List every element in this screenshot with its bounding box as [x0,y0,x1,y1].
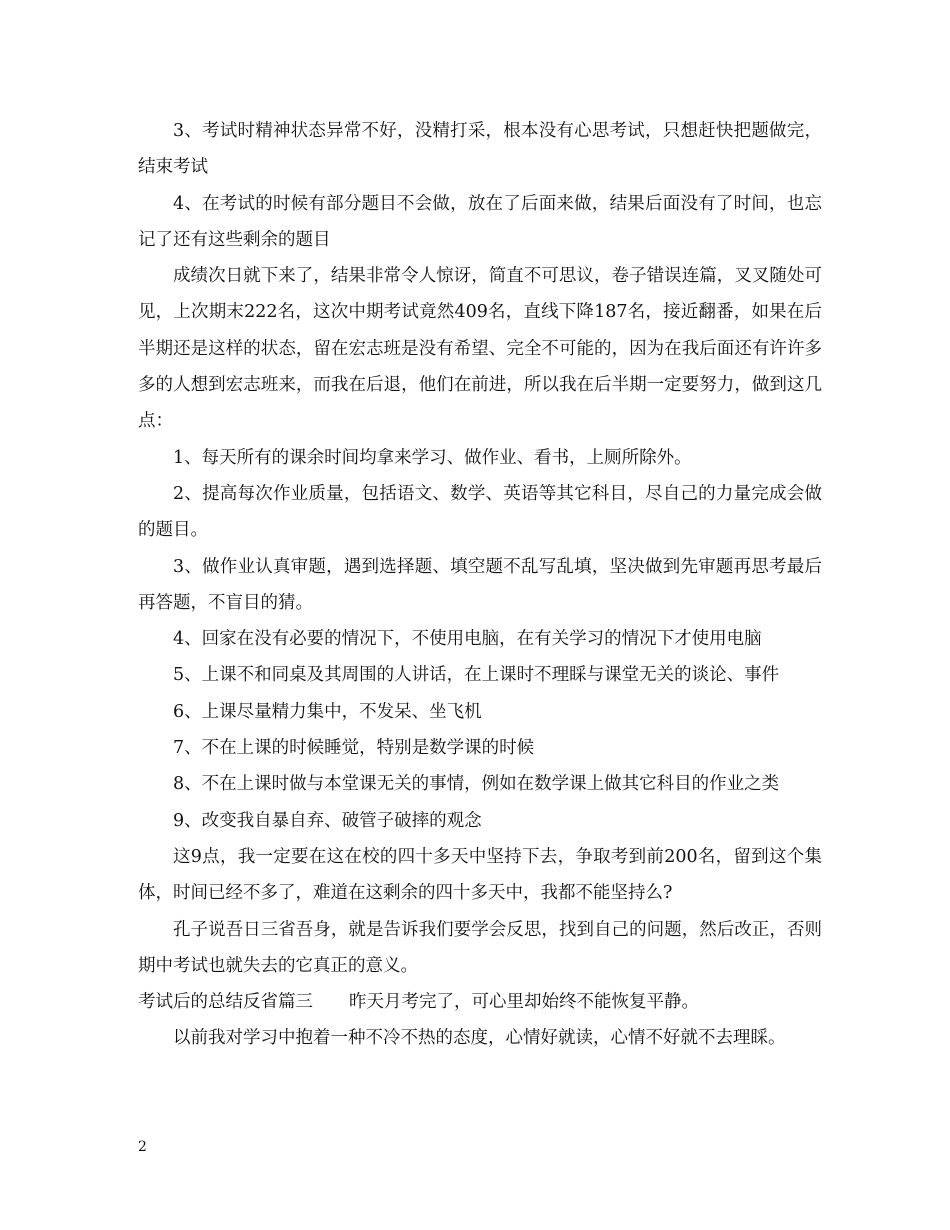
paragraph: 6、上课尽量精力集中，不发呆、坐飞机 [173,701,482,722]
paragraph: 7、不在上课的时候睡觉，特别是数学课的时候 [173,738,535,759]
section-heading-line [138,984,822,1020]
document-body [138,113,822,1057]
paragraph: 5、上课不和同桌及其周围的人讲话，在上课时不理睬与课堂无关的谈论、事件 [173,665,780,686]
paragraph: 以前我对学习中抱着一种不冷不热的态度，心情好就读，心情不好就不去理睬。 [173,1028,786,1049]
page-number: 2 [138,1139,147,1155]
paragraph: 这9点，我一定要在这在校的四十多天中坚持下去，争取考到前200名，留到这个集体，时间已经不多了，难道在这剩余的四十多天中，我都不能坚持么? [138,846,822,904]
paragraph: 2、提高每次作业质量，包括语文、数学、英语等其它科目，尽自己的力量完成会做的题目。 [138,483,822,541]
paragraph: 3、做作业认真审题，遇到选择题、填空题不乱写乱填，坚决做到先审题再思考最后再答题，不盲目的猜。 [138,556,822,613]
paragraph: 孔子说吾日三省吾身，就是告诉我们要学会反思，找到自己的问题，然后改正，否则期中考试也就失去的它真正的意义。 [138,919,822,976]
paragraph: 9、改变我自暴自弃、破管子破摔的观念 [173,810,482,831]
paragraph: 4、在考试的时候有部分题目不会做，放在了后面来做，结果后面没有了时间，也忘记了还有这些剩余的题目 [138,193,822,250]
paragraph: 1、每天所有的课余时间均拿来学习、做作业、看书，上厕所除外。 [173,447,692,468]
paragraph: 8、不在上课时做与本堂课无关的事情，例如在数学课上做其它科目的作业之类 [173,774,780,795]
paragraph: 4、回家在没有必要的情况下，不使用电脑，在有关学习的情况下才使用电脑 [173,629,762,650]
section-heading: 考试后的总结反省篇三 [138,992,313,1013]
paragraph: 成绩次日就下来了，结果非常令人惊讶，简直不可思议，卷子错误连篇，叉叉随处可见，上次期末222名，这次中期考试竟然409名，直线下降187名，接近翻番，如果在后半期还是这样的状态，留在宏志班是没有希望、完全不可能的，因为在我后面还有许许多多的人想到宏志班来，而我在后退，他们在前进，所以我在后半期一定要努力，做到这几点： [138,266,822,432]
paragraph: 3、考试时精神状态异常不好，没精打采，根本没有心思考试，只想赶快把题做完，结束考试 [138,121,822,178]
section-first-line: 昨天月考完了，可心里却始终不能恢复平静。 [349,992,699,1013]
